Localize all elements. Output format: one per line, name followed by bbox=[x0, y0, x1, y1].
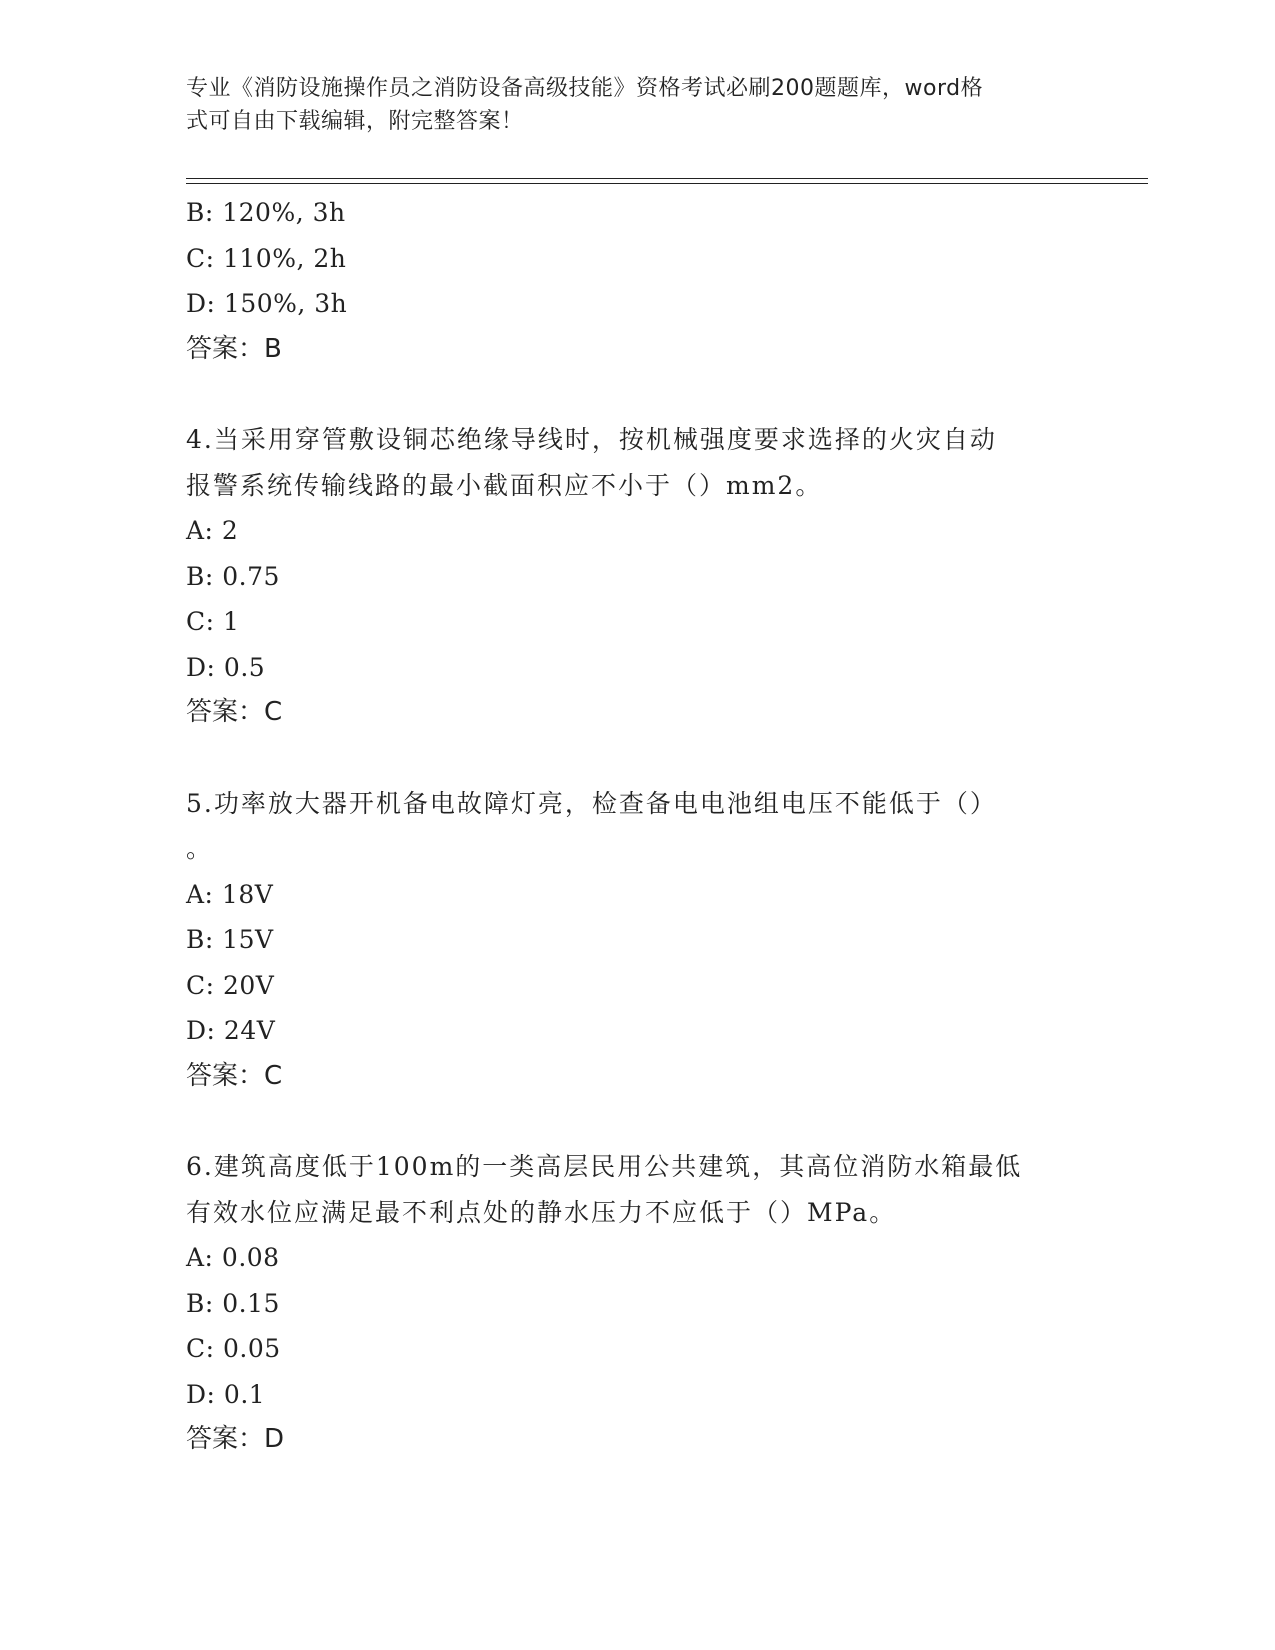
option-c: C: 0.05 bbox=[186, 1334, 281, 1363]
question-text-line-2: 有效水位应满足最不利点处的静水压力不应低于（）MPa。 bbox=[186, 1197, 897, 1227]
question-text bbox=[186, 781, 1066, 872]
answer: 答案：D bbox=[186, 1424, 285, 1454]
question-list bbox=[186, 190, 1086, 1463]
option-b: B: 120%, 3h bbox=[186, 198, 346, 227]
option-a: A: 18V bbox=[186, 879, 274, 909]
header-divider-bottom bbox=[186, 183, 1148, 184]
continued-question bbox=[186, 190, 1086, 372]
option-b: B: 0.15 bbox=[186, 1288, 280, 1318]
question-text-line-1: 5.功率放大器开机备电故障灯亮，检查备电电池组电压不能低于（） bbox=[186, 788, 997, 818]
option-a: A: 2 bbox=[186, 516, 239, 545]
answer: 答案：C bbox=[186, 1060, 283, 1091]
question-text-line-2: 报警系统传输线路的最小截面积应不小于（）mm2。 bbox=[186, 470, 823, 500]
question-text-line-1: 6.建筑高度低于100m的一类高层民用公共建筑，其高位消防水箱最低 bbox=[186, 1152, 1023, 1181]
option-a: A: 0.08 bbox=[186, 1243, 280, 1272]
option-c: C: 1 bbox=[186, 607, 240, 636]
question-text-line-2: 。 bbox=[186, 834, 214, 863]
header-line-1: 专业《消防设施操作员之消防设备高级技能》资格考试必刷200题题库，word格 bbox=[186, 76, 984, 101]
answer: 答案：B bbox=[186, 333, 282, 364]
header-divider-top bbox=[186, 178, 1148, 179]
option-d: D: 0.1 bbox=[186, 1379, 266, 1409]
document-header bbox=[186, 72, 1086, 138]
question-text bbox=[186, 417, 1066, 508]
option-d: D: 24V bbox=[186, 1016, 276, 1045]
option-b: B: 15V bbox=[186, 925, 274, 954]
header-line-2: 式可自由下载编辑，附完整答案！ bbox=[186, 109, 524, 134]
option-c: C: 110%, 2h bbox=[186, 243, 347, 273]
option-c: C: 20V bbox=[186, 970, 275, 1000]
question-text-line-1: 4.当采用穿管敷设铜芯绝缘导线时，按机械强度要求选择的火灾自动 bbox=[186, 425, 997, 454]
answer: 答案：C bbox=[186, 697, 283, 727]
question-6 bbox=[186, 1144, 1086, 1463]
option-d: D: 150%, 3h bbox=[186, 289, 348, 318]
question-5 bbox=[186, 781, 1086, 1100]
option-d: D: 0.5 bbox=[186, 652, 266, 682]
option-b: B: 0.75 bbox=[186, 561, 280, 591]
question-4 bbox=[186, 417, 1086, 736]
question-text bbox=[186, 1144, 1066, 1235]
